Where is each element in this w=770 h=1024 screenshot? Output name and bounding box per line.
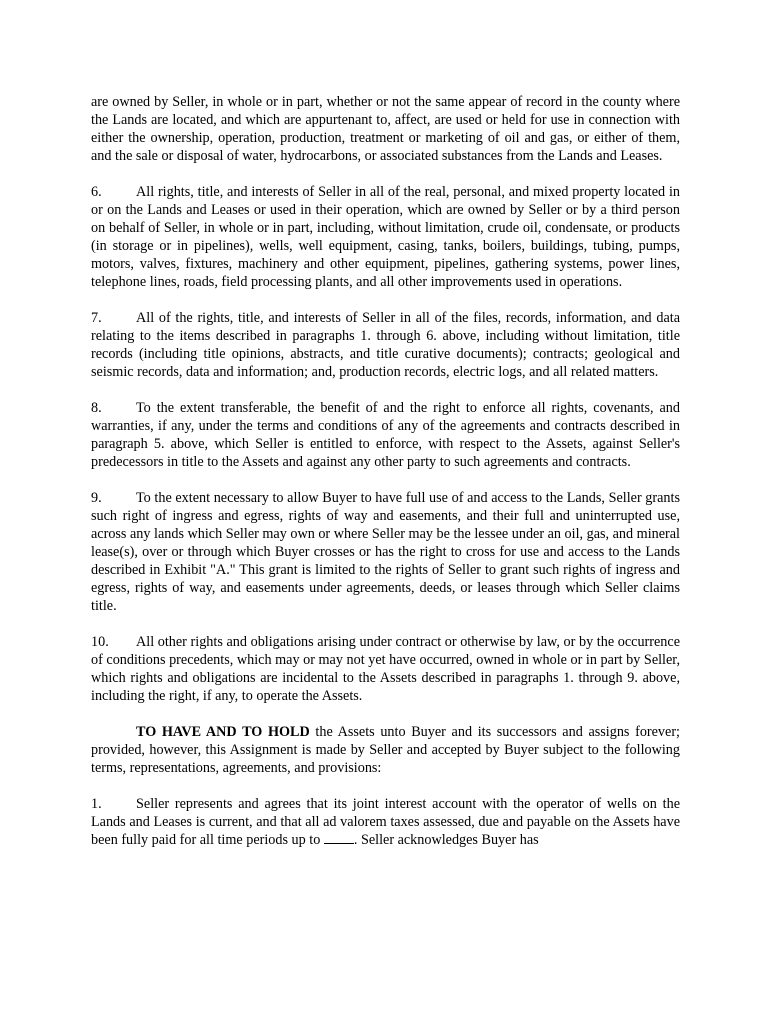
paragraph-text: All of the rights, title, and interests of Seller in all of the files, records, information, and data relating to the items described in paragraphs 1. through 6. above, including without limitation, title records (including title opinions, abstracts, and title curative documents); contracts; geological and seismic records, data and information; and, production records, electric logs, and all related matters. — [91, 310, 680, 380]
paragraph-text: the Assets unto Buyer and its successors and assigns forever; provided, however, this Assignment is made by Seller and accepted by Buyer subject to the following terms, representations, agreements, and provisions: — [91, 724, 680, 776]
document-page — [91, 93, 680, 867]
paragraph-9 — [91, 489, 680, 615]
paragraph-continuation — [91, 93, 680, 165]
paragraph-8 — [91, 399, 680, 471]
paragraph-text: are owned by Seller, in whole or in part, whether or not the same appear of record in the county where the Lands are located, and which are appurtenant to, affect, are used or held for use in connection with either the ownership, operation, production, treatment or marketing of oil and gas, or either of them, and the sale or disposal of water, hydrocarbons, or associated substances from the Lands and Leases. — [91, 94, 680, 164]
habendum-heading: TO HAVE AND TO HOLD — [136, 724, 310, 740]
paragraph-number: 1. — [91, 796, 102, 812]
paragraph-7 — [91, 309, 680, 381]
paragraph-text: Seller represents and agrees that its joint interest account with the operator of wells on the Lands and Leases is current, and that all ad valorem taxes assessed, due and payable on the Assets have been fully paid for all time periods up to — [91, 796, 680, 848]
paragraph-6 — [91, 183, 680, 291]
blank-date-line — [324, 831, 354, 844]
paragraph-10 — [91, 633, 680, 705]
term-1 — [91, 795, 680, 849]
paragraph-text-end: . Seller acknowledges Buyer has — [353, 832, 539, 848]
paragraph-text: All rights, title, and interests of Seller in all of the real, personal, and mixed property located in or on the Lands and Leases or used in their operation, which are owned by Seller or by a third person on behalf of Seller, in whole or in part, including, without limitation, crude oil, condensate, or products (in storage or in pipelines), wells, well equipment, casing, tanks, boilers, buildings, tubing, pumps, motors, valves, fixtures, machinery and other equipment, pipelines, gathering systems, power lines, telephone lines, roads, field processing plants, and all other improvements used in operations. — [91, 184, 680, 290]
paragraph-text: To the extent necessary to allow Buyer to have full use of and access to the Lands, Seller grants such right of ingress and egress, rights of way and easements, and their full and uninterrupted use, across any lands which Seller may own or where Seller may be the lessee under an oil, gas, and mineral lease(s), over or through which Buyer crosses or has the right to cross for use and access to the Lands described in Exhibit "A." This grant is limited to the rights of Seller to grant such rights of ingress and egress, rights of way, and easements under agreements, deeds, or leases through which Seller claims title. — [91, 490, 680, 614]
paragraph-number: 9. — [91, 490, 102, 506]
paragraph-number: 7. — [91, 310, 102, 326]
paragraph-text: To the extent transferable, the benefit of and the right to enforce all rights, covenants, and warranties, if any, under the terms and conditions of any of the agreements and contracts described in paragraph 5. above, which Seller is entitled to enforce, with respect to the Assets, against Seller's predecessors in title to the Assets and against any other party to such agreements and contracts. — [91, 400, 680, 470]
paragraph-number: 10. — [91, 634, 109, 650]
paragraph-number: 6. — [91, 184, 102, 200]
habendum-clause — [91, 723, 680, 777]
paragraph-text: All other rights and obligations arising under contract or otherwise by law, or by the occurrence of conditions precedents, which may or may not yet have occurred, owned in whole or in part by Seller, which rights and obligations are incidental to the Assets described in paragraphs 1. through 9. above, including the right, if any, to operate the Assets. — [91, 634, 680, 704]
paragraph-number: 8. — [91, 400, 102, 416]
